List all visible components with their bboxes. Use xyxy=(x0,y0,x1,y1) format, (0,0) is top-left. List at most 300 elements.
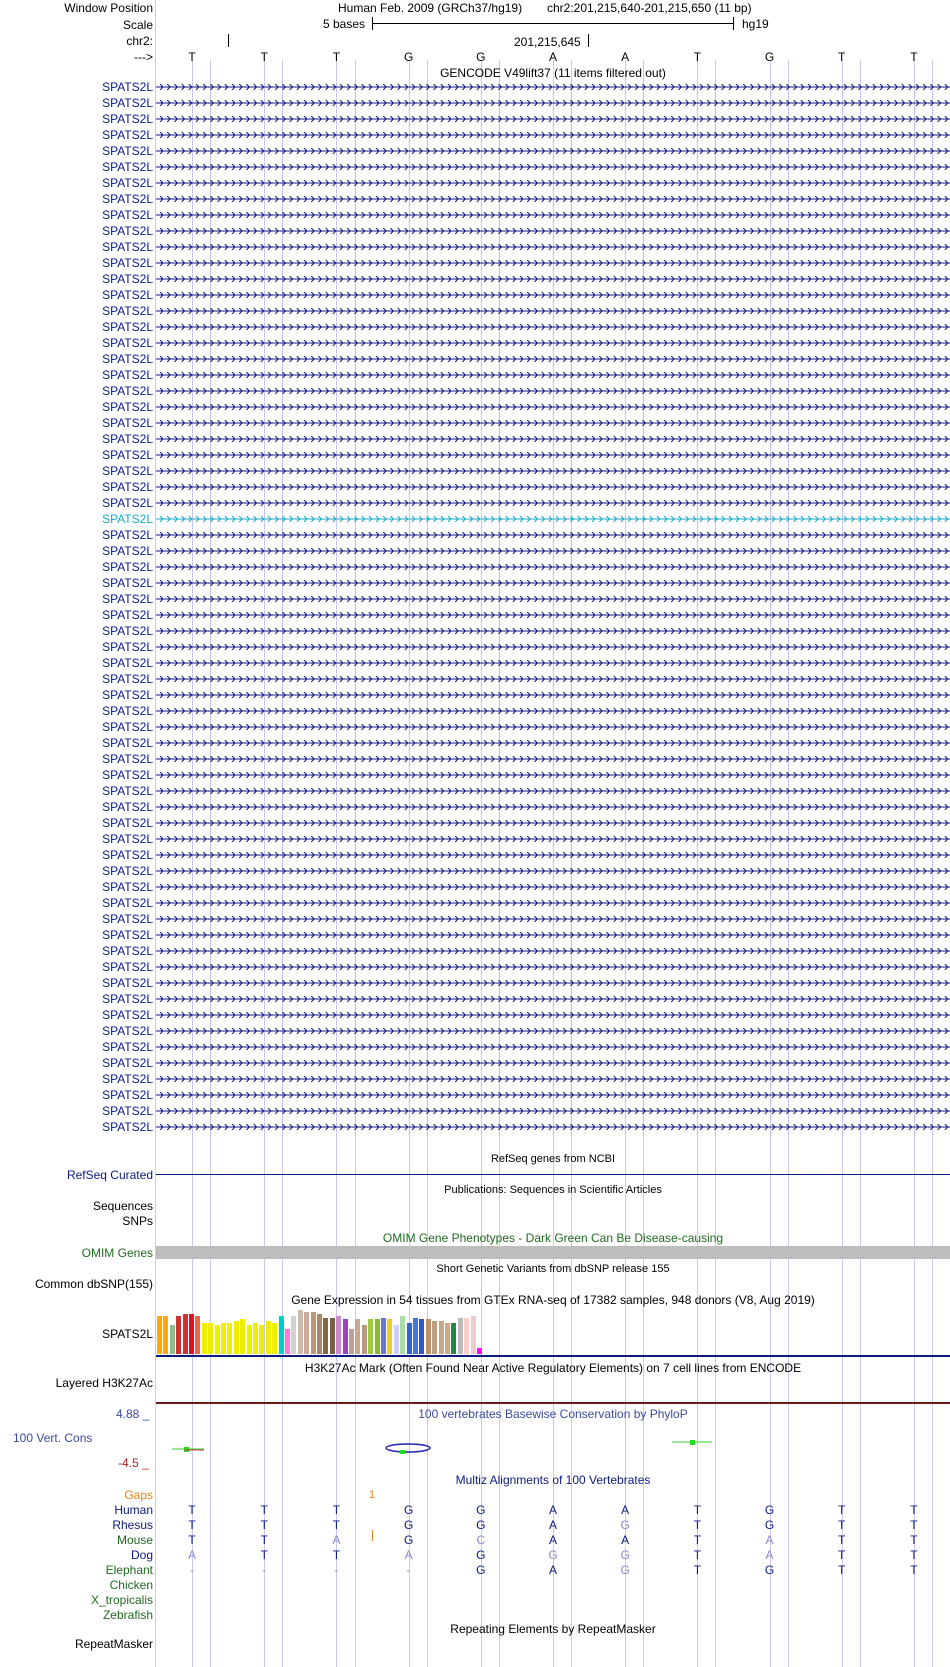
multiz-species-label[interactable]: Elephant xyxy=(105,1563,153,1577)
gencode-transcript-line[interactable] xyxy=(156,500,950,506)
scale-label: Scale xyxy=(122,18,153,32)
gencode-transcript-line[interactable] xyxy=(156,660,950,666)
gtex-tissue-bar[interactable] xyxy=(323,1318,328,1354)
gencode-transcript-line[interactable] xyxy=(156,228,950,234)
gencode-row-label[interactable]: SPATS2L xyxy=(102,928,153,942)
gtex-tissue-bar[interactable] xyxy=(387,1319,392,1354)
phylop-label[interactable]: 100 Vert. Cons xyxy=(13,1431,93,1445)
gtex-tissue-bar[interactable] xyxy=(439,1321,444,1354)
gencode-transcript-line[interactable] xyxy=(156,84,950,90)
gencode-row-label[interactable]: SPATS2L xyxy=(102,560,153,574)
phylop-signal[interactable] xyxy=(156,1410,950,1460)
multiz-base: C xyxy=(476,1533,486,1547)
gencode-transcript-line[interactable] xyxy=(156,676,950,682)
multiz-base: T xyxy=(910,1518,918,1532)
gtex-tissue-bar[interactable] xyxy=(215,1325,220,1354)
multiz-base: T xyxy=(693,1563,702,1577)
base-letter: T xyxy=(693,50,702,64)
multiz-base: A xyxy=(548,1563,558,1577)
multiz-base: T xyxy=(910,1563,918,1577)
multiz-base: G xyxy=(764,1563,775,1577)
gencode-transcript-line[interactable] xyxy=(156,788,950,794)
gencode-transcript-line[interactable] xyxy=(156,1028,950,1034)
gencode-transcript-line[interactable] xyxy=(156,1108,950,1114)
gencode-transcript-line[interactable] xyxy=(156,836,950,842)
gencode-transcript-line[interactable] xyxy=(156,372,950,378)
multiz-base: - xyxy=(262,1563,267,1577)
gtex-tissue-bar[interactable] xyxy=(311,1312,316,1354)
gencode-row-label[interactable]: SPATS2L xyxy=(102,336,153,350)
gencode-row-label[interactable]: SPATS2L xyxy=(102,384,153,398)
window-position-label: Window Position xyxy=(64,1,153,15)
gtex-tissue-bar[interactable] xyxy=(400,1316,405,1354)
refseq-gene-line[interactable] xyxy=(156,1174,950,1175)
gencode-row-label[interactable]: SPATS2L xyxy=(102,880,153,894)
gtex-tissue-bar[interactable] xyxy=(291,1316,296,1354)
gencode-row-label[interactable]: SPATS2L xyxy=(102,272,153,286)
gencode-row-label[interactable]: SPATS2L xyxy=(102,1024,153,1038)
gencode-transcript-line[interactable] xyxy=(156,468,950,474)
multiz-base: T xyxy=(838,1503,846,1517)
gtex-tissue-bar[interactable] xyxy=(419,1319,424,1354)
gencode-transcript-line[interactable] xyxy=(156,932,950,938)
gencode-transcript-line[interactable] xyxy=(156,564,950,570)
base-letter: A xyxy=(621,50,630,64)
gencode-transcript-line[interactable] xyxy=(156,1012,950,1018)
gtex-tissue-bar[interactable] xyxy=(355,1319,360,1354)
gencode-transcript-line[interactable] xyxy=(156,420,950,426)
gtex-tissue-bar[interactable] xyxy=(298,1310,303,1354)
gencode-row-label[interactable]: SPATS2L xyxy=(102,688,153,702)
gencode-row-label[interactable]: SPATS2L xyxy=(102,592,153,606)
multiz-base: A xyxy=(621,1533,630,1547)
multiz-title: Multiz Alignments of 100 Vertebrates xyxy=(455,1473,651,1487)
gtex-tissue-bar[interactable] xyxy=(445,1323,450,1354)
chrom-label: chr2: xyxy=(126,34,153,48)
gencode-transcript-line[interactable] xyxy=(156,868,950,874)
gtex-tissue-bar[interactable] xyxy=(458,1318,463,1354)
gencode-row-label[interactable]: SPATS2L xyxy=(102,528,153,542)
multiz-base: G xyxy=(620,1518,630,1532)
gtex-tissue-bar[interactable] xyxy=(279,1316,284,1354)
gencode-transcript-line[interactable] xyxy=(156,1044,950,1050)
gencode-transcript-line[interactable] xyxy=(156,804,950,810)
multiz-base: A xyxy=(404,1548,413,1562)
gencode-transcript-line[interactable] xyxy=(156,740,950,746)
gtex-baseline xyxy=(156,1355,950,1357)
gencode-row-label[interactable]: SPATS2L xyxy=(102,480,153,494)
gtex-tissue-bar[interactable] xyxy=(195,1316,200,1354)
gencode-transcript-line[interactable] xyxy=(156,180,950,186)
multiz-base: A xyxy=(188,1548,197,1562)
multiz-base: G xyxy=(620,1548,630,1562)
gaps-label: Gaps xyxy=(124,1488,153,1502)
multiz-species-label[interactable]: Mouse xyxy=(116,1533,153,1547)
repeatmasker-label[interactable]: RepeatMasker xyxy=(74,1637,153,1651)
gencode-row-label[interactable]: SPATS2L xyxy=(102,992,153,1006)
omim-label[interactable]: OMIM Genes xyxy=(81,1246,153,1260)
base-letter: T xyxy=(910,50,918,64)
gtex-title: Gene Expression in 54 tissues from GTEx RNA-seq of 17382 samples, 948 donors (V8, Aug 2019) xyxy=(291,1293,815,1307)
repeatmasker-title: Repeating Elements by RepeatMasker xyxy=(450,1622,656,1636)
gencode-transcript-line[interactable] xyxy=(156,756,950,762)
gencode-transcript-line[interactable] xyxy=(156,100,950,106)
gencode-row-label[interactable]: SPATS2L xyxy=(102,816,153,830)
gencode-row-label[interactable]: SPATS2L xyxy=(102,80,153,94)
publications-title: Publications: Sequences in Scientific Articles xyxy=(444,1184,662,1196)
multiz-base: T xyxy=(910,1533,918,1547)
gencode-row-label[interactable]: SPATS2L xyxy=(102,208,153,222)
gencode-transcript-line[interactable] xyxy=(156,916,950,922)
base-letter: T xyxy=(188,50,196,64)
multiz-base: T xyxy=(260,1548,268,1562)
gtex-label[interactable]: SPATS2L xyxy=(102,1327,153,1341)
gencode-row-label[interactable]: SPATS2L xyxy=(102,640,153,654)
gencode-row-label[interactable]: SPATS2L xyxy=(102,960,153,974)
gencode-row-label[interactable]: SPATS2L xyxy=(102,1104,153,1118)
multiz-base: G xyxy=(548,1548,558,1562)
gencode-row-label[interactable]: SPATS2L xyxy=(102,368,153,382)
gencode-transcript-line[interactable] xyxy=(156,1092,950,1098)
gtex-tissue-bar[interactable] xyxy=(170,1325,175,1354)
multiz-base: A xyxy=(332,1533,341,1547)
gencode-transcript-line[interactable] xyxy=(156,964,950,970)
multiz-base: T xyxy=(188,1533,196,1547)
multiz-base: - xyxy=(406,1563,411,1577)
gencode-row-label[interactable]: SPATS2L xyxy=(102,848,153,862)
gtex-tissue-bar[interactable] xyxy=(426,1319,431,1354)
gencode-row-label[interactable]: SPATS2L xyxy=(102,320,153,334)
base-letter: G xyxy=(403,50,414,64)
gtex-tissue-bar[interactable] xyxy=(176,1316,181,1354)
gencode-row-label[interactable]: SPATS2L xyxy=(102,656,153,670)
gencode-transcript-line[interactable] xyxy=(156,452,950,458)
gencode-transcript-line[interactable] xyxy=(156,388,950,394)
multiz-base: - xyxy=(334,1563,339,1577)
multiz-species-label[interactable]: Human xyxy=(114,1503,153,1517)
gencode-transcript-line[interactable] xyxy=(156,132,950,138)
gencode-row-label[interactable]: SPATS2L xyxy=(102,624,153,638)
multiz-base: G xyxy=(476,1548,486,1562)
gencode-transcript-line[interactable] xyxy=(156,708,950,714)
gencode-transcript-line[interactable] xyxy=(156,244,950,250)
gencode-row-label[interactable]: SPATS2L xyxy=(102,944,153,958)
gtex-tissue-bar[interactable] xyxy=(330,1318,335,1354)
gtex-tissue-bar[interactable] xyxy=(336,1316,341,1354)
gencode-transcript-line[interactable] xyxy=(156,532,950,538)
multiz-base: T xyxy=(910,1503,918,1517)
h3k27ac-baseline xyxy=(156,1402,950,1404)
gencode-row-label[interactable]: SPATS2L xyxy=(102,672,153,686)
gencode-transcript-line[interactable] xyxy=(156,1060,950,1066)
gencode-row-label[interactable]: SPATS2L xyxy=(102,784,153,798)
multiz-base: T xyxy=(188,1518,196,1532)
gencode-transcript-line[interactable] xyxy=(156,164,950,170)
gencode-row-label[interactable]: SPATS2L xyxy=(102,96,153,110)
gencode-row-label[interactable]: SPATS2L xyxy=(102,1056,153,1070)
strand-label: ---> xyxy=(134,50,153,64)
gencode-row-label[interactable]: SPATS2L xyxy=(102,224,153,238)
gencode-row-label[interactable]: SPATS2L xyxy=(102,256,153,270)
gtex-tissue-bar[interactable] xyxy=(259,1325,264,1354)
gtex-tissue-bar[interactable] xyxy=(253,1323,258,1354)
gtex-tissue-bar[interactable] xyxy=(343,1319,348,1354)
gencode-row-label[interactable]: SPATS2L xyxy=(102,288,153,302)
publications-sequences-label[interactable]: Sequences xyxy=(92,1199,153,1213)
gencode-row-label[interactable]: SPATS2L xyxy=(102,160,153,174)
assembly-text: Human Feb. 2009 (GRCh37/hg19) xyxy=(338,1,523,15)
gencode-row-label[interactable]: SPATS2L xyxy=(102,144,153,158)
gencode-row-label[interactable]: SPATS2L xyxy=(102,704,153,718)
coord-tick-right xyxy=(588,34,589,47)
multiz-base: T xyxy=(693,1503,702,1517)
gencode-row-label[interactable]: SPATS2L xyxy=(102,304,153,318)
gencode-transcript-line[interactable] xyxy=(156,900,950,906)
gaps-mark: 1 xyxy=(369,1489,376,1501)
gtex-tissue-bar[interactable] xyxy=(477,1348,482,1354)
gencode-transcript-line[interactable] xyxy=(156,644,950,650)
multiz-species-label[interactable]: Chicken xyxy=(109,1578,153,1592)
gencode-row-label[interactable]: SPATS2L xyxy=(102,576,153,590)
gtex-tissue-bar[interactable] xyxy=(227,1323,232,1354)
gtex-tissue-bar[interactable] xyxy=(413,1318,418,1354)
gtex-tissue-bar[interactable] xyxy=(368,1319,373,1354)
gencode-row-label[interactable]: SPATS2L xyxy=(102,736,153,750)
gencode-transcript-line[interactable] xyxy=(156,516,950,522)
gencode-row-label[interactable]: SPATS2L xyxy=(102,1008,153,1022)
gencode-row-label[interactable]: SPATS2L xyxy=(102,512,153,526)
gencode-transcript-line[interactable] xyxy=(156,628,950,634)
gtex-tissue-bar[interactable] xyxy=(304,1312,309,1354)
gtex-tissue-bar[interactable] xyxy=(183,1314,188,1354)
gencode-transcript-line[interactable] xyxy=(156,580,950,586)
mouse-insertion-mark xyxy=(372,1530,373,1541)
gencode-transcript-line[interactable] xyxy=(156,292,950,298)
gencode-row-label[interactable]: SPATS2L xyxy=(102,464,153,478)
multiz-base: G xyxy=(764,1503,775,1517)
gtex-tissue-bar[interactable] xyxy=(285,1329,290,1354)
gtex-tissue-bar[interactable] xyxy=(189,1314,194,1354)
multiz-base: T xyxy=(332,1548,341,1562)
gtex-tissue-bar[interactable] xyxy=(247,1325,252,1354)
gtex-tissue-bar[interactable] xyxy=(272,1323,277,1354)
multiz-base: T xyxy=(910,1548,918,1562)
gtex-tissue-bar[interactable] xyxy=(157,1316,162,1354)
gencode-transcript-line[interactable] xyxy=(156,308,950,314)
base-letter: T xyxy=(260,50,268,64)
publications-snps-label[interactable]: SNPs xyxy=(122,1214,153,1228)
position-text: chr2:201,215,640-201,215,650 (11 bp) xyxy=(547,1,752,15)
gencode-row-label[interactable]: SPATS2L xyxy=(102,608,153,622)
gencode-transcript-line[interactable] xyxy=(156,436,950,442)
multiz-base: A xyxy=(621,1503,630,1517)
multiz-base: G xyxy=(620,1563,630,1577)
gencode-transcript-line[interactable] xyxy=(156,724,950,730)
gencode-row-label[interactable]: SPATS2L xyxy=(102,864,153,878)
refseq-label[interactable]: RefSeq Curated xyxy=(66,1168,153,1182)
refseq-title: RefSeq genes from NCBI xyxy=(490,1153,616,1165)
phylop-min-label: -4.5 _ xyxy=(118,1456,149,1470)
gencode-transcript-line[interactable] xyxy=(156,116,950,122)
gencode-row-label[interactable]: SPATS2L xyxy=(102,128,153,142)
gencode-transcript-line[interactable] xyxy=(156,980,950,986)
gencode-row-label[interactable]: SPATS2L xyxy=(102,800,153,814)
gencode-transcript-line[interactable] xyxy=(156,612,950,618)
multiz-species-label[interactable]: X_tropicalis xyxy=(90,1593,153,1607)
gencode-row-label[interactable]: SPATS2L xyxy=(102,112,153,126)
multiz-base: T xyxy=(693,1548,702,1562)
phylop-max-label: 4.88 _ xyxy=(116,1407,150,1421)
coord-text: 201,215,645 xyxy=(514,35,581,49)
multiz-base: G xyxy=(764,1518,775,1532)
gencode-transcript-line[interactable] xyxy=(156,1076,950,1082)
gtex-tissue-bar[interactable] xyxy=(432,1321,437,1354)
multiz-base: T xyxy=(332,1518,341,1532)
phylop-title: 100 vertebrates Basewise Conservation by PhyloP xyxy=(418,1407,688,1421)
gencode-transcript-line[interactable] xyxy=(156,404,950,410)
gtex-tissue-bar[interactable] xyxy=(381,1318,386,1354)
gtex-tissue-bar[interactable] xyxy=(407,1323,412,1354)
multiz-base: T xyxy=(260,1533,268,1547)
gencode-row-label[interactable]: SPATS2L xyxy=(102,448,153,462)
gtex-tissue-bar[interactable] xyxy=(208,1323,213,1354)
gtex-tissue-bar[interactable] xyxy=(234,1321,239,1354)
multiz-base: A xyxy=(765,1533,774,1547)
coord-tick-left xyxy=(228,34,229,47)
gencode-row-label[interactable]: SPATS2L xyxy=(102,400,153,414)
gencode-row-label[interactable]: SPATS2L xyxy=(102,752,153,766)
gencode-transcript-line[interactable] xyxy=(156,324,950,330)
multiz-base: T xyxy=(332,1503,341,1517)
gencode-row-label[interactable]: SPATS2L xyxy=(102,432,153,446)
gencode-row-label[interactable]: SPATS2L xyxy=(102,416,153,430)
gencode-row-label[interactable]: SPATS2L xyxy=(102,976,153,990)
gtex-tissue-bar[interactable] xyxy=(394,1325,399,1354)
gencode-transcript-line[interactable] xyxy=(156,884,950,890)
multiz-base: A xyxy=(548,1518,558,1532)
base-letter: T xyxy=(838,50,846,64)
phylop-point-2 xyxy=(400,1450,405,1454)
gencode-row-label[interactable]: SPATS2L xyxy=(102,176,153,190)
gencode-transcript-line[interactable] xyxy=(156,596,950,602)
gencode-row-label[interactable]: SPATS2L xyxy=(102,1088,153,1102)
scale-text: 5 bases xyxy=(323,17,366,31)
gencode-row-label[interactable]: SPATS2L xyxy=(102,1120,153,1134)
gtex-tissue-bar[interactable] xyxy=(375,1319,380,1354)
gencode-transcript-line[interactable] xyxy=(156,148,950,154)
h3k27ac-label[interactable]: Layered H3K27Ac xyxy=(55,1376,153,1390)
gtex-tissue-bar[interactable] xyxy=(362,1325,367,1354)
gtex-tissue-bar[interactable] xyxy=(221,1323,226,1354)
scale-bar-left-tick xyxy=(372,17,373,30)
gencode-transcript-line[interactable] xyxy=(156,260,950,266)
gtex-tissue-bar[interactable] xyxy=(464,1318,469,1354)
gtex-tissue-bar[interactable] xyxy=(163,1316,168,1354)
gencode-transcript-line[interactable] xyxy=(156,196,950,202)
gencode-transcript-line[interactable] xyxy=(156,484,950,490)
multiz-base: T xyxy=(693,1518,702,1532)
base-letter: T xyxy=(332,50,341,64)
gtex-tissue-bar[interactable] xyxy=(240,1319,245,1354)
gencode-row-label[interactable]: SPATS2L xyxy=(102,832,153,846)
gencode-row-label[interactable]: SPATS2L xyxy=(102,768,153,782)
multiz-base: T xyxy=(838,1518,846,1532)
multiz-base: T xyxy=(260,1503,268,1517)
gencode-row-label[interactable]: SPATS2L xyxy=(102,544,153,558)
multiz-base: G xyxy=(476,1518,486,1532)
multiz-base: G xyxy=(476,1503,486,1517)
multiz-species-label[interactable]: Rhesus xyxy=(112,1518,153,1532)
gencode-transcript-line[interactable] xyxy=(156,692,950,698)
gencode-row-label[interactable]: SPATS2L xyxy=(102,720,153,734)
gtex-tissue-bar[interactable] xyxy=(349,1329,354,1354)
scale-bar-right-tick xyxy=(733,17,734,30)
multiz-base: G xyxy=(403,1503,414,1517)
gencode-transcript-line[interactable] xyxy=(156,212,950,218)
gtex-tissue-bar[interactable] xyxy=(266,1321,271,1354)
gtex-tissue-bar[interactable] xyxy=(202,1323,207,1354)
gencode-row-label[interactable]: SPATS2L xyxy=(102,352,153,366)
gencode-transcript-line[interactable] xyxy=(156,548,950,554)
gencode-transcript-line[interactable] xyxy=(156,356,950,362)
multiz-base: T xyxy=(838,1563,846,1577)
gtex-tissue-bar[interactable] xyxy=(471,1316,476,1354)
multiz-base: T xyxy=(188,1503,196,1517)
dbsnp-title: Short Genetic Variants from dbSNP release 155 xyxy=(436,1263,670,1275)
gencode-transcript-line[interactable] xyxy=(156,852,950,858)
multiz-species-label[interactable]: Zebrafish xyxy=(102,1608,153,1622)
gencode-row-label[interactable]: SPATS2L xyxy=(102,896,153,910)
gencode-row-label[interactable]: SPATS2L xyxy=(102,496,153,510)
multiz-base: G xyxy=(403,1518,414,1532)
gtex-tissue-bar[interactable] xyxy=(451,1323,456,1354)
multiz-base: A xyxy=(765,1548,774,1562)
phylop-point-3 xyxy=(690,1440,695,1445)
gencode-row-label[interactable]: SPATS2L xyxy=(102,192,153,206)
scale-bar xyxy=(372,23,733,24)
db-text: hg19 xyxy=(742,17,769,31)
gencode-transcript-line[interactable] xyxy=(156,276,950,282)
gencode-row-label[interactable]: SPATS2L xyxy=(102,240,153,254)
multiz-base: A xyxy=(548,1503,558,1517)
gencode-row-label[interactable]: SPATS2L xyxy=(102,912,153,926)
gencode-transcript-line[interactable] xyxy=(156,1124,950,1130)
multiz-species-label[interactable]: Dog xyxy=(130,1548,153,1562)
gencode-transcript-line[interactable] xyxy=(156,948,950,954)
base-letter: A xyxy=(548,50,558,64)
gencode-transcript-line[interactable] xyxy=(156,772,950,778)
gencode-transcript-line[interactable] xyxy=(156,996,950,1002)
multiz-base: T xyxy=(260,1518,268,1532)
omim-gene-bar[interactable] xyxy=(156,1246,950,1259)
multiz-base: G xyxy=(403,1533,414,1547)
base-letter: G xyxy=(764,50,775,64)
multiz-base: T xyxy=(693,1533,702,1547)
multiz-base: T xyxy=(838,1533,846,1547)
gtex-tissue-bar[interactable] xyxy=(317,1314,322,1354)
multiz-base: A xyxy=(548,1533,558,1547)
dbsnp-label[interactable]: Common dbSNP(155) xyxy=(34,1277,153,1291)
gencode-transcript-line[interactable] xyxy=(156,340,950,346)
gencode-row-label[interactable]: SPATS2L xyxy=(102,1072,153,1086)
multiz-base: G xyxy=(476,1563,486,1577)
omim-title: OMIM Gene Phenotypes - Dark Green Can Be Disease-causing xyxy=(382,1231,724,1245)
gencode-transcript-line[interactable] xyxy=(156,820,950,826)
phylop-cluster xyxy=(386,1444,430,1452)
gencode-title: GENCODE V49lift37 (11 items filtered out) xyxy=(440,66,666,80)
gencode-row-label[interactable]: SPATS2L xyxy=(102,1040,153,1054)
h3k27ac-title: H3K27Ac Mark (Often Found Near Active Regulatory Elements) on 7 cell lines from ENCODE xyxy=(304,1361,802,1375)
